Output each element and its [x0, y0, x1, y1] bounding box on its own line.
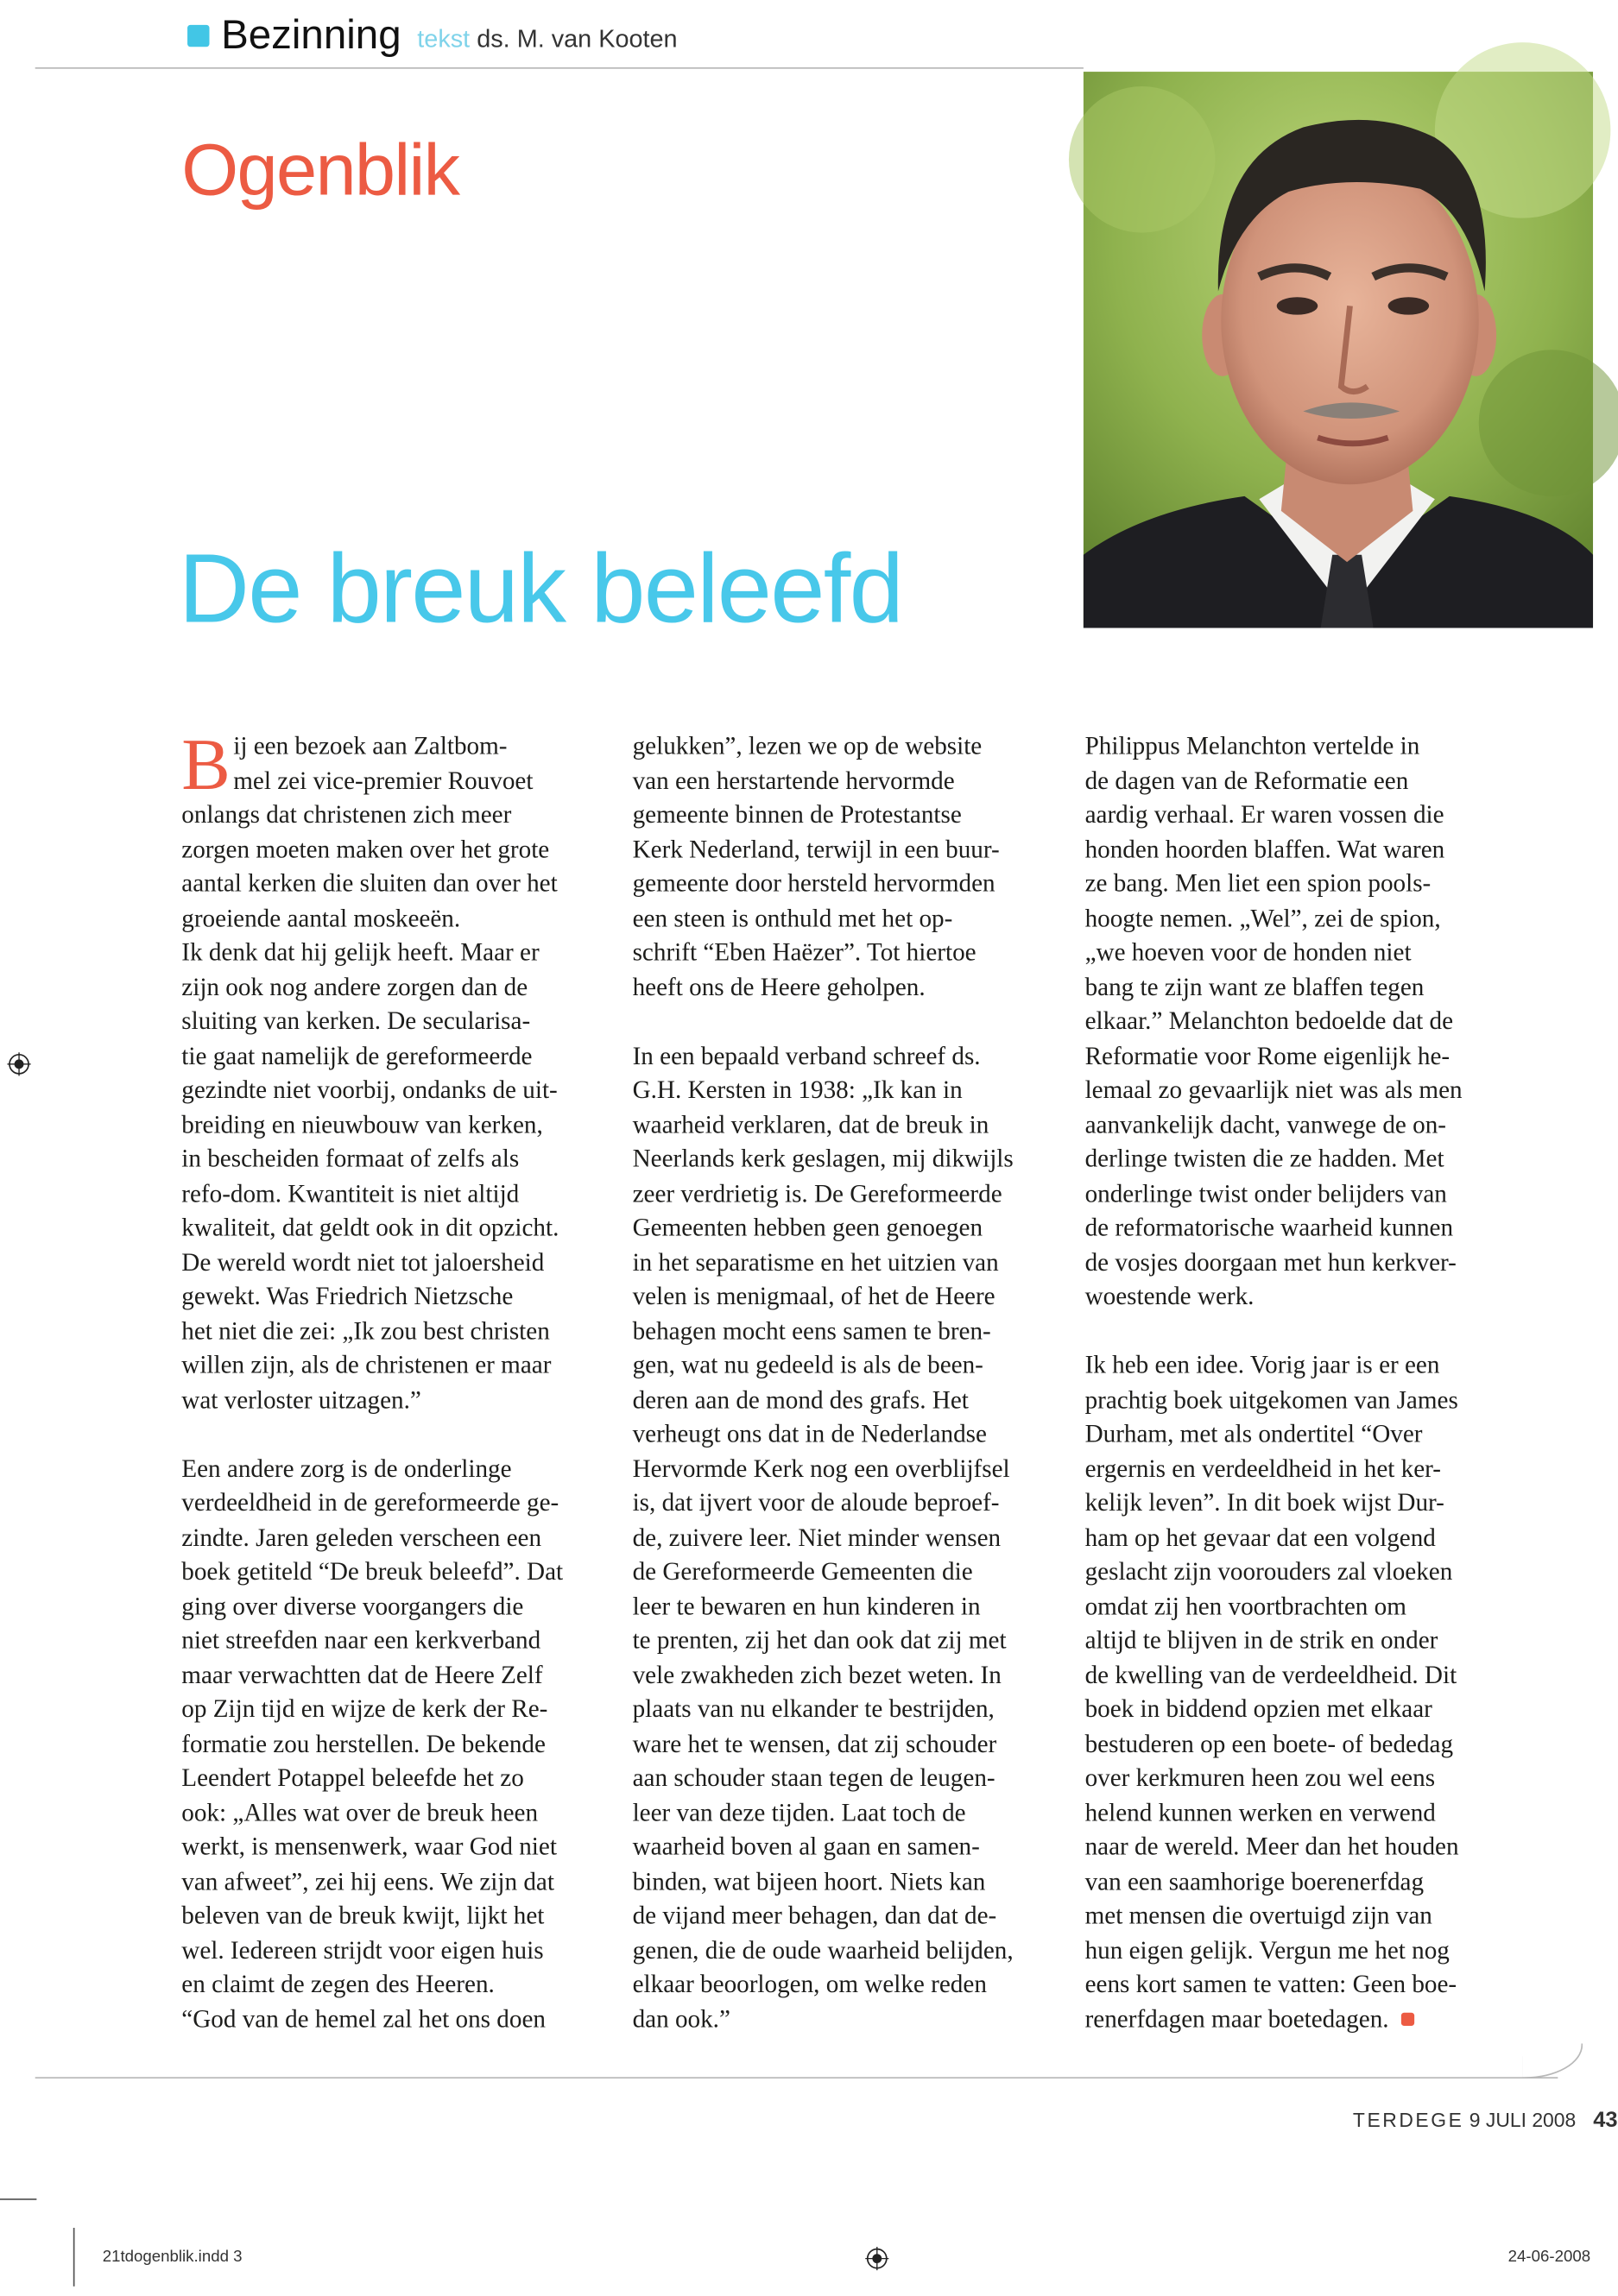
- text-line: deren aan de mond des grafs. Het: [632, 1385, 969, 1414]
- text-line: Hervormde Kerk nog een overblijfsel: [632, 1454, 1010, 1482]
- text-line: onderlinge twist onder belijders van: [1084, 1178, 1447, 1208]
- text-line: op Zijn tijd en wijze de kerk der Re-: [181, 1694, 548, 1723]
- text-line: Ik heb een idee. Vorig jaar is er een: [1084, 1351, 1440, 1379]
- text-line: lemaal zo gevaarlijk niet was als men: [1084, 1075, 1463, 1104]
- kicker: Ogenblik: [181, 129, 459, 211]
- article-column-2: [633, 729, 1072, 2036]
- text-line: woestende werk.: [1084, 1282, 1255, 1310]
- text-line: de kwelling van de verdeeldheid. Dit: [1084, 1660, 1457, 1689]
- crop-mark: [0, 2198, 36, 2200]
- text-line: ook: „Alles wat over de breuk heen: [181, 1798, 539, 1826]
- text-line: het niet die zei: „Ik zou best christen: [181, 1316, 550, 1345]
- text-line: behagen mocht eens samen te bren-: [632, 1316, 991, 1345]
- text-line: elkaar.” Melanchton bedoelde dat de: [1084, 1006, 1454, 1035]
- author-portrait: [1084, 72, 1593, 628]
- text-line: gezindte niet voorbij, ondanks de uit-: [181, 1075, 558, 1104]
- page-number: 43: [1593, 2107, 1618, 2133]
- text-line: van een herstartende hervormde: [632, 766, 955, 794]
- text-line: de Gereformeerde Gemeenten die: [632, 1557, 973, 1586]
- text-line: wel. Iedereen strijdt voor eigen huis: [181, 1935, 544, 1964]
- text-line: gemeente door hersteld hervormden: [632, 869, 995, 898]
- text-line: Kerk Nederland, terwijl in een buur-: [632, 835, 1000, 863]
- text-line: formatie zou herstellen. De bekende: [181, 1729, 546, 1757]
- text-line: genen, die de oude waarheid belijden,: [632, 1935, 1014, 1964]
- paragraph-gap: [633, 1004, 1072, 1038]
- folio: [1353, 2108, 1618, 2135]
- text-line: van afweet”, zei hij eens. We zijn dat: [181, 1866, 554, 1895]
- text-line: niet streefden naar een kerkverband: [181, 1626, 541, 1655]
- text-line: refo-dom. Kwantiteit is niet altijd: [181, 1178, 520, 1208]
- text-line: met mensen die overtuigd zijn van: [1084, 1901, 1432, 1930]
- registration-mark-icon: [7, 1052, 30, 1075]
- text-line: vele zwakheden zich bezet weten. In: [632, 1660, 1002, 1689]
- text-line: is, dat ijvert voor de aloude beproef-: [632, 1488, 1000, 1517]
- text-line: in bescheiden formaat of zelfs als: [181, 1145, 520, 1173]
- bottom-divider-curve: [1523, 2043, 1583, 2078]
- text-line: maar verwachtten dat de Heere Zelf: [181, 1660, 543, 1689]
- text-line: onlangs dat christenen zich meer: [181, 800, 512, 829]
- text-line: ij een bezoek aan Zaltbom-: [233, 731, 508, 760]
- section-name: Bezinning: [221, 11, 401, 58]
- text-line: groeiende aantal moskeeën.: [181, 904, 461, 932]
- text-line: Ik denk dat hij gelijk heeft. Maar er: [181, 938, 540, 967]
- text-line: aantal kerken die sluiten dan over het: [181, 869, 558, 898]
- article-column-1: [181, 722, 621, 2036]
- text-line: binden, wat bijeen hoort. Niets kan: [632, 1866, 986, 1895]
- text-line: heeft ons de Heere geholpen.: [632, 972, 926, 1001]
- text-line: breiding en nieuwbouw van kerken,: [181, 1110, 543, 1139]
- text-line: waarheid boven al gaan en samen-: [632, 1832, 980, 1861]
- text-line: gelukken”, lezen we op de website: [632, 731, 983, 760]
- text-line: dan ook.”: [632, 2004, 730, 2033]
- top-divider: [35, 67, 1084, 69]
- text-line: aanvankelijk dacht, vanwege de on-: [1084, 1110, 1446, 1139]
- text-line: waarheid verklaren, dat de breuk in: [632, 1110, 989, 1139]
- text-line: en claimt de zegen des Heeren.: [181, 1970, 495, 1998]
- text-line: gemeente binnen de Protestantse: [632, 800, 962, 829]
- text-line: G.H. Kersten in 1938: „Ik kan in: [632, 1075, 963, 1104]
- text-line: Leendert Potappel beleefde het zo: [181, 1763, 524, 1792]
- text-line: schrift “Eben Haëzer”. Tot hiertoe: [632, 938, 976, 967]
- byline: [417, 23, 677, 55]
- text-line: de vosjes doorgaan met hun kerkver-: [1084, 1247, 1457, 1276]
- text-line: te prenten, zij het dan ook dat zij met: [632, 1626, 1007, 1655]
- text-line: Neerlands kerk geslagen, mij dikwijls: [632, 1145, 1014, 1173]
- text-line: geslacht zijn voorouders zal vloeken: [1084, 1557, 1453, 1586]
- text-line: gen, wat nu gedeeld is als de been-: [632, 1351, 983, 1379]
- text-line: een steen is onthuld met het op-: [632, 904, 953, 932]
- text-line: altijd te blijven in de strik en onder: [1084, 1626, 1438, 1655]
- text-line: werkt, is mensenwerk, waar God niet: [181, 1832, 557, 1861]
- portrait-illustration: [1084, 72, 1593, 628]
- text-line: leer te bewaren en hun kinderen in: [632, 1592, 981, 1620]
- text-line: plaats van nu elkander te bestrijden,: [632, 1694, 995, 1723]
- text-line: In een bepaald verband schreef ds.: [632, 1041, 981, 1069]
- text-line: sluiting van kerken. De secularisa-: [181, 1006, 531, 1035]
- article-column-3: [1085, 729, 1525, 2036]
- text-line: verheugt ons dat in de Nederlandse: [632, 1419, 987, 1448]
- drop-cap: B: [181, 722, 231, 805]
- text-line: willen zijn, als de christenen er maar: [181, 1351, 552, 1379]
- text-line: kwaliteit, dat geldt ook in dit opzicht.: [181, 1213, 559, 1242]
- text-line: ergernis en verdeeldheid in het ker-: [1084, 1454, 1442, 1482]
- text-line: De wereld wordt niet tot jaloersheid: [181, 1247, 545, 1276]
- text-line: naar de wereld. Meer dan het houden: [1084, 1832, 1459, 1861]
- text-line: leer van deze tijden. Laat toch de: [632, 1798, 966, 1826]
- text-line: boek in biddend opzien met elkaar: [1084, 1694, 1432, 1723]
- text-line: zorgen moeten maken over het grote: [181, 835, 550, 863]
- text-line: ze bang. Men liet een spion pools-: [1084, 869, 1432, 898]
- section-marker-icon: [187, 25, 209, 47]
- text-line: over kerkmuren heen zou wel eens: [1084, 1763, 1436, 1792]
- text-line: hoogte nemen. „Wel”, zei de spion,: [1084, 904, 1441, 932]
- text-line: eens kort samen te vatten: Geen boe-: [1084, 1970, 1457, 1998]
- text-line: Reformatie voor Rome eigenlijk he-: [1084, 1041, 1451, 1069]
- text-line: gewekt. Was Friedrich Nietzsche: [181, 1282, 514, 1310]
- byline-label: tekst: [417, 24, 471, 54]
- text-line: tie gaat namelijk de gereformeerde: [181, 1041, 533, 1069]
- text-line: derlinge twisten die ze hadden. Met: [1084, 1145, 1444, 1173]
- author-name: ds. M. van Kooten: [477, 24, 678, 54]
- text-line: hun eigen gelijk. Vergun me het nog: [1084, 1935, 1450, 1964]
- bottom-divider: [35, 2077, 1558, 2078]
- text-line: bestuderen op een boete- of bededag: [1084, 1729, 1454, 1757]
- magazine-name: TERDEGE: [1352, 2109, 1464, 2132]
- text-line: zindte. Jaren geleden verscheen een: [181, 1523, 542, 1551]
- text-line: Philippus Melanchton vertelde in: [1084, 731, 1420, 760]
- text-line: in het separatisme en het uitzien van: [632, 1247, 999, 1276]
- text-line: de vijand meer behagen, dan dat de-: [632, 1901, 997, 1930]
- text-line: beleven van de breuk kwijt, lijkt het: [181, 1901, 545, 1930]
- text-line: zeer verdrietig is. De Gereformeerde: [632, 1178, 1002, 1208]
- slug-date: 24-06-2008: [1507, 2248, 1591, 2267]
- text-line: honden hoorden blaffen. Wat waren: [1084, 835, 1445, 863]
- text-line: renerfdagen maar boetedagen.: [1084, 2004, 1389, 2033]
- text-line: omdat zij hen voortbrachten om: [1084, 1592, 1406, 1620]
- issue-date: 9 JULI 2008: [1469, 2109, 1577, 2132]
- text-line: zijn ook nog andere zorgen dan de: [181, 972, 528, 1001]
- text-line: ware het te wensen, dat zij schouder: [632, 1729, 997, 1757]
- text-line: verdeeldheid in de gereformeerde ge-: [181, 1488, 559, 1517]
- text-line: de, zuivere leer. Niet minder wensen: [632, 1523, 1002, 1551]
- crop-mark: [73, 2228, 75, 2287]
- text-line: de dagen van de Reformatie een: [1084, 766, 1409, 794]
- paragraph-gap: [181, 1417, 621, 1452]
- text-line: wat verloster uitzagen.”: [181, 1385, 421, 1414]
- text-line: velen is menigmaal, of het de Heere: [632, 1282, 995, 1310]
- headline: De breuk beleefd: [178, 533, 903, 645]
- registration-mark-icon: [865, 2247, 888, 2270]
- text-line: aan schouder staan tegen de leugen-: [632, 1763, 995, 1792]
- text-line: ham op het gevaar dat een volgend: [1084, 1523, 1436, 1551]
- text-line: „we hoeven voor de honden niet: [1084, 938, 1412, 967]
- text-line: bang te zijn want ze blaffen tegen: [1084, 972, 1425, 1001]
- text-line: “God van de hemel zal het ons doen: [181, 2004, 546, 2033]
- text-line: ging over diverse voorgangers die: [181, 1592, 524, 1620]
- text-line: kelijk leven”. In dit boek wijst Dur-: [1084, 1488, 1444, 1517]
- text-line: Durham, met als ondertitel “Over: [1084, 1419, 1423, 1448]
- slug-filename: 21tdogenblik.indd 3: [102, 2248, 243, 2267]
- end-mark-icon: [1400, 2012, 1413, 2025]
- text-line: van een saamhorige boerenerfdag: [1084, 1866, 1425, 1895]
- paragraph-gap: [1085, 1314, 1525, 1348]
- text-line: aardig verhaal. Er waren vossen die: [1084, 800, 1444, 829]
- text-line: elkaar beoorlogen, om welke reden: [632, 1970, 987, 1998]
- text-line: prachtig boek uitgekomen van James: [1084, 1385, 1458, 1414]
- text-line: mel zei vice-premier Rouvoet: [233, 766, 534, 794]
- text-line: de reformatorische waarheid kunnen: [1084, 1213, 1454, 1242]
- text-line: boek getiteld “De breuk beleefd”. Dat: [181, 1557, 564, 1586]
- text-line: Gemeenten hebben geen genoegen: [632, 1213, 983, 1242]
- text-line: Een andere zorg is de onderlinge: [181, 1454, 512, 1482]
- text-line: helend kunnen werken en verwend: [1084, 1798, 1436, 1826]
